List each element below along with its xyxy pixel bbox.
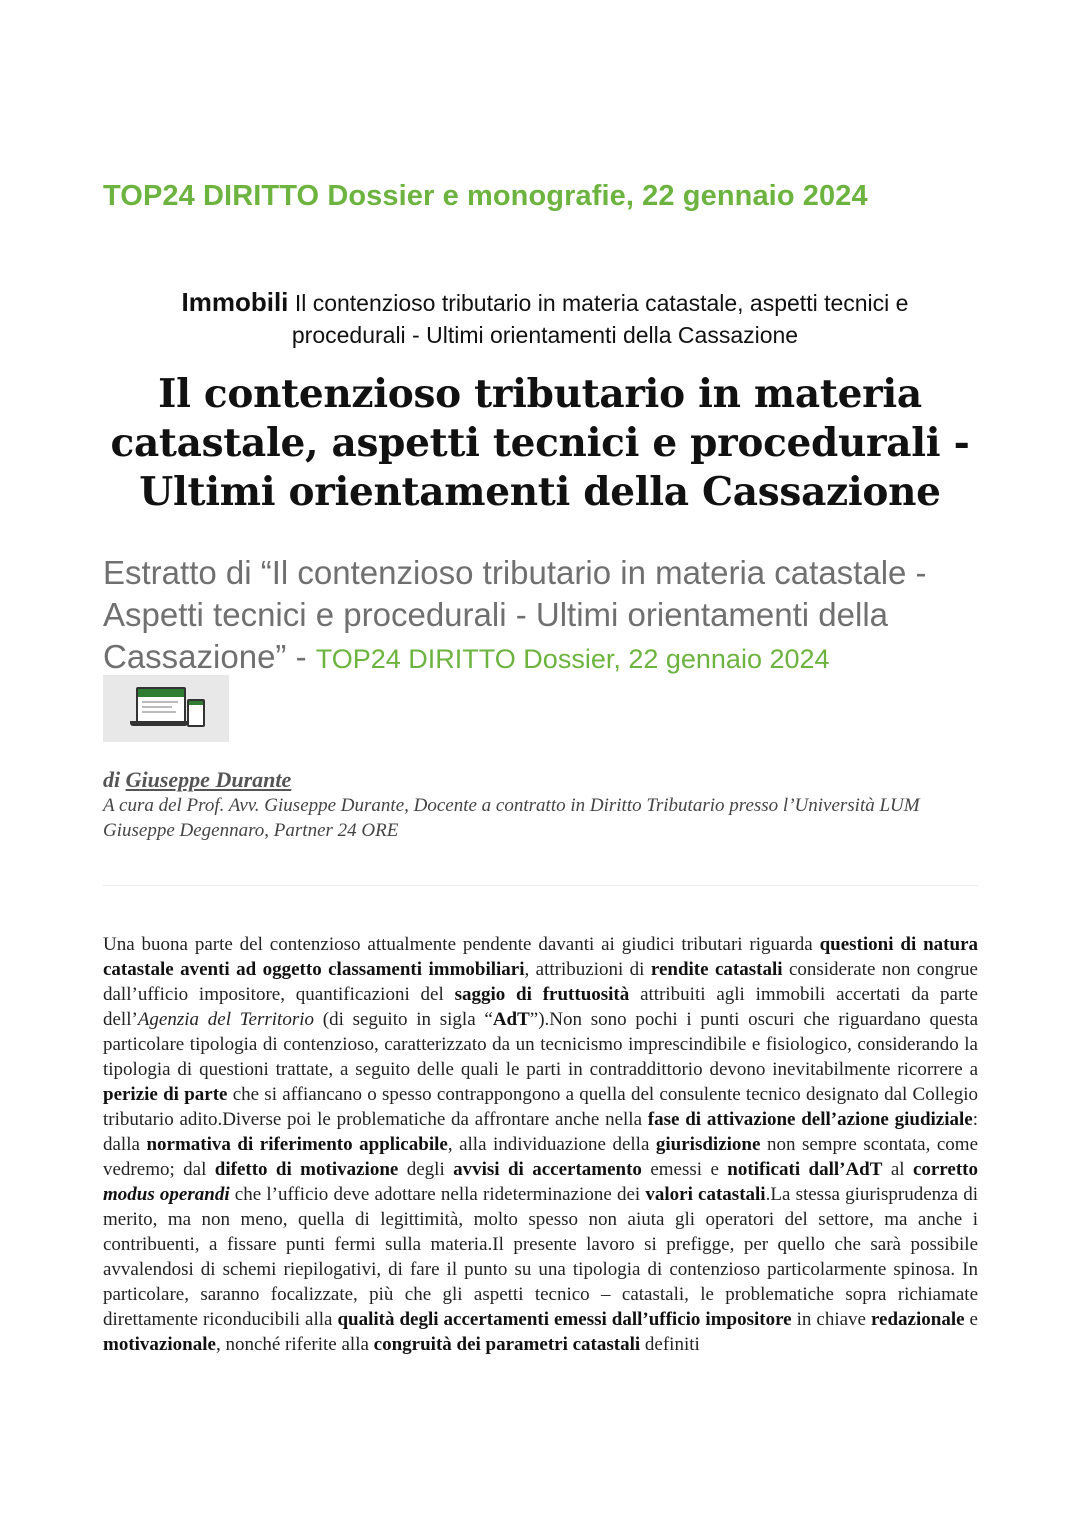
kicker-text: Il contenzioso tributario in materia catastale, aspetti tecnici e procedurali - Ultimi orientamenti della Cassazione [291,290,909,348]
body-run: attribuiti agli immobili accertati da parte dell’ [103,984,978,1030]
body-run: non sempre scontata, come vedremo; dal [103,1134,979,1180]
body-run: modus operandi [103,1184,230,1205]
body-run: , attribuzioni di [524,959,651,980]
body-run: al [882,1159,913,1180]
laptop-base [130,721,188,726]
body-run: in chiave [791,1309,871,1330]
masthead: TOP24 DIRITTO Dossier e monografie, 22 gennaio 2024 [103,180,868,212]
body-run: giurisdizione [655,1134,761,1155]
body-run: Agenzia del Territorio [137,1009,315,1030]
product-thumbnail[interactable] [103,675,229,742]
byline [103,767,983,793]
body-run: che si affiancano o spesso contrappongono a quella del consulente tecnico designato dal Collegio tributario adito.Diverse poi le problematiche da affrontare anche nella [103,1084,978,1130]
body-run: avvisi di accertamento [453,1159,642,1180]
extract-source: TOP24 DIRITTO Dossier, 22 gennaio 2024 [315,644,830,674]
divider [103,885,978,886]
body-run: valori catastali [645,1184,766,1205]
curator-note: A cura del Prof. Avv. Giuseppe Durante, Docente a contratto in Diritto Tributario presso l’Università LUM Giuseppe Degennaro, Partner 24 ORE [103,795,920,841]
byline-prefix: di [103,767,121,792]
body-run: definiti [640,1334,700,1355]
body-run: saggio di fruttuosità [454,984,630,1005]
article-headline: Il contenzioso tributario in materia catastale, aspetti tecnici e procedurali - Ultimi orientamenti della Cassazione [110,371,970,515]
body-run: e [964,1309,978,1330]
body-run: rendite catastali [650,959,783,980]
body-run: qualità degli accertamenti emessi dall’ufficio impositore [337,1309,792,1330]
body-run: emessi e [641,1159,728,1180]
body-run: considerate non congrue dall’ufficio impositore, quantificazioni del [103,959,978,1005]
laptop-icon [136,687,186,723]
body-run: questioni di natura catastale aventi ad oggetto classamenti immobiliari [103,934,979,980]
body-run: AdT [492,1009,530,1030]
body-run: motivazionale [103,1334,216,1355]
phone-icon [187,699,205,727]
body-run: normativa di riferimento applicabile [146,1134,448,1155]
body-run: corretto [912,1159,978,1180]
article-body [103,932,978,1357]
author-link[interactable]: Giuseppe Durante [125,767,292,792]
extract-note [103,552,983,680]
body-run: fase di attivazione dell’azione giudiziale [647,1109,973,1130]
body-run: notificati dall’AdT [727,1159,883,1180]
body-run: (di seguito in sigla “ [314,1009,493,1030]
body-run: difetto di motivazione [214,1159,399,1180]
body-run: degli [398,1159,454,1180]
body-run: : dalla [103,1109,978,1155]
section-label: Immobili [181,287,289,317]
extract-text: Estratto di “Il contenzioso tributario in materia catastale - Aspetti tecnici e procedurali - Ultimi orientamenti della Cassazione” - [103,554,927,675]
article-kicker [130,286,960,351]
body-run: Una buona parte del contenzioso attualmente pendente davanti ai giudici tributari riguarda [103,934,820,955]
body-run: ”).Non sono pochi i punti oscuri che riguardano questa particolare tipologia di contenzioso, caratterizzato da un tecnicismo imprescindibile e fisiologico, considerando la tipologia di questioni trattate, a seguito delle quali le parti in contraddittorio devono inevitabilmente ricorrere a [103,1009,979,1080]
body-run: .La stessa giurisprudenza di merito, ma non meno, quella di legittimità, molto spesso non aiuta gli operatori del settore, ma anche i contribuenti, a fissare punti fermi sulla materia.Il presente lavoro si prefigge, per quello che sarà possibile avvalendosi di schemi riepilogativi, di fare il punto su una tipologia di contenzioso particolarmente spinosa. In particolare, saranno focalizzate, più che gli aspetti tecnico – catastali, le problematiche sopra richiamate direttamente riconducibili alla [103,1184,978,1330]
body-run: che l’ufficio deve adottare nella rideterminazione dei [229,1184,646,1205]
body-run: perizie di parte [103,1084,228,1105]
body-run: congruità dei parametri catastali [373,1334,641,1355]
body-run: , nonché riferite alla [215,1334,374,1355]
body-run: redazionale [870,1309,965,1330]
body-run: , alla individuazione della [447,1134,656,1155]
